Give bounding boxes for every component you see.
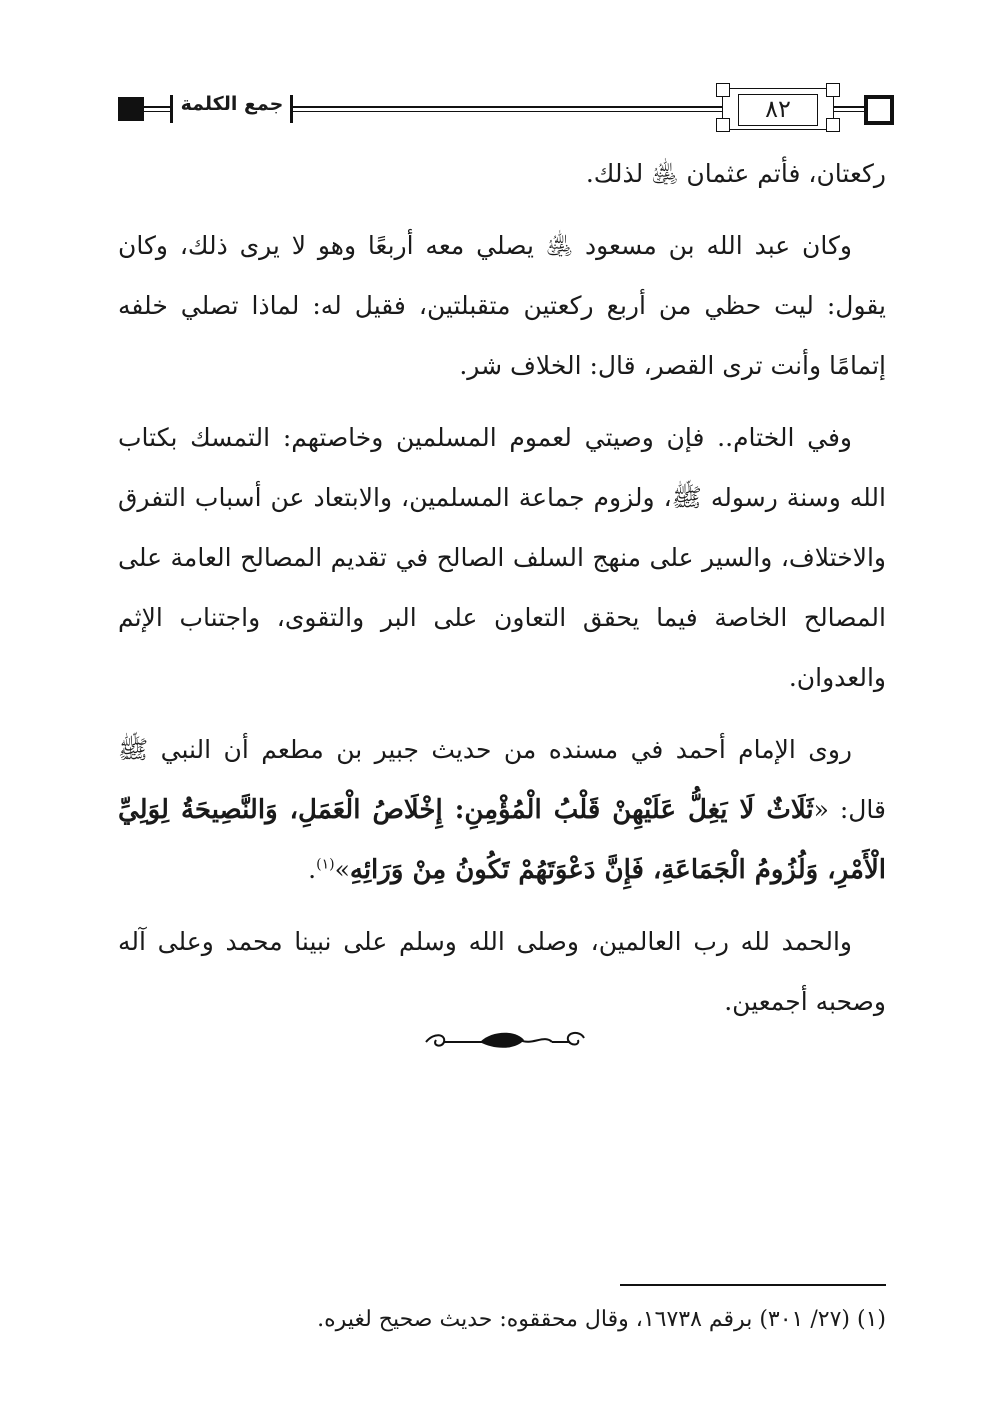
frame-corner [716,118,730,132]
hadith-text: ثَلَاثٌ لَا يَغِلُّ عَلَيْهِنْ قَلْبُ الْمُؤْمِنِ: إِخْلَاصُ الْعَمَلِ، وَالنَّصِيحَةُ لِوَلِيِّ الْأَمْرِ، وَلُزُومُ الْجَمَاعَةِ، فَإِنَّ دَعْوَتَهُمْ تَكُونُ مِنْ وَرَائِهِ [118,795,886,885]
hadith-intro: روى الإمام أحمد في مسنده من حديث جبير بن مطعم أن النبي ﷺ قال: « [118,735,886,824]
end-flourish-icon [420,1026,590,1054]
hadith-close: » [334,855,350,884]
header-rule-segment [144,111,170,112]
header-rule-segment [144,106,170,108]
frame-corner [716,83,730,97]
page-number: ٨٢ [765,95,791,123]
header-divider [290,95,293,123]
footnote: (١) (٢٧/ ٣٠١) برقم ١٦٧٣٨، وقال محققوه: حديث صحيح لغيره. [317,1307,886,1332]
header-rule [293,111,722,112]
book-title: جمع الكلمة [180,93,284,115]
header-rule [293,106,722,108]
header-right-box [864,95,894,125]
hadith-end: . [308,855,317,884]
page-header [110,86,900,132]
footnote-rule [620,1284,886,1286]
frame-corner [826,118,840,132]
header-divider [170,95,173,123]
paragraph: وفي الختام.. فإن وصيتي لعموم المسلمين وخاصتهم: التمسك بكتاب الله وسنة رسوله ﷺ، ولزوم جماعة المسلمين، والابتعاد عن أسباب التفرق والاختلاف، والسير على منهج السلف الصالح في تقديم المصالح العامة على المصالح الخاصة فيما يحقق التعاون على البر والتقوى، واجتناب الإثم والعدوان. [118,423,886,692]
header-left-block [118,97,144,121]
paragraph: وكان عبد الله بن مسعود ﵁ يصلي معه أربعًا وهو لا يرى ذلك، وكان يقول: ليت حظي من أربع ركعتين متقبلتين، فقيل له: لماذا تصلي خلفه إتمامًا وأنت ترى القصر، قال: الخلاف شر. [118,231,886,380]
paragraph: ركعتان، فأتم عثمان ﵁ لذلك. [585,159,886,188]
closing-paragraph: والحمد لله رب العالمين، وصلى الله وسلم على نبينا محمد وعلى آله وصحبه أجمعين. [118,927,886,1016]
main-text [118,144,886,1044]
hadith-paragraph [118,720,886,900]
footnote-ref: (١) [316,856,335,873]
frame-corner [826,83,840,97]
